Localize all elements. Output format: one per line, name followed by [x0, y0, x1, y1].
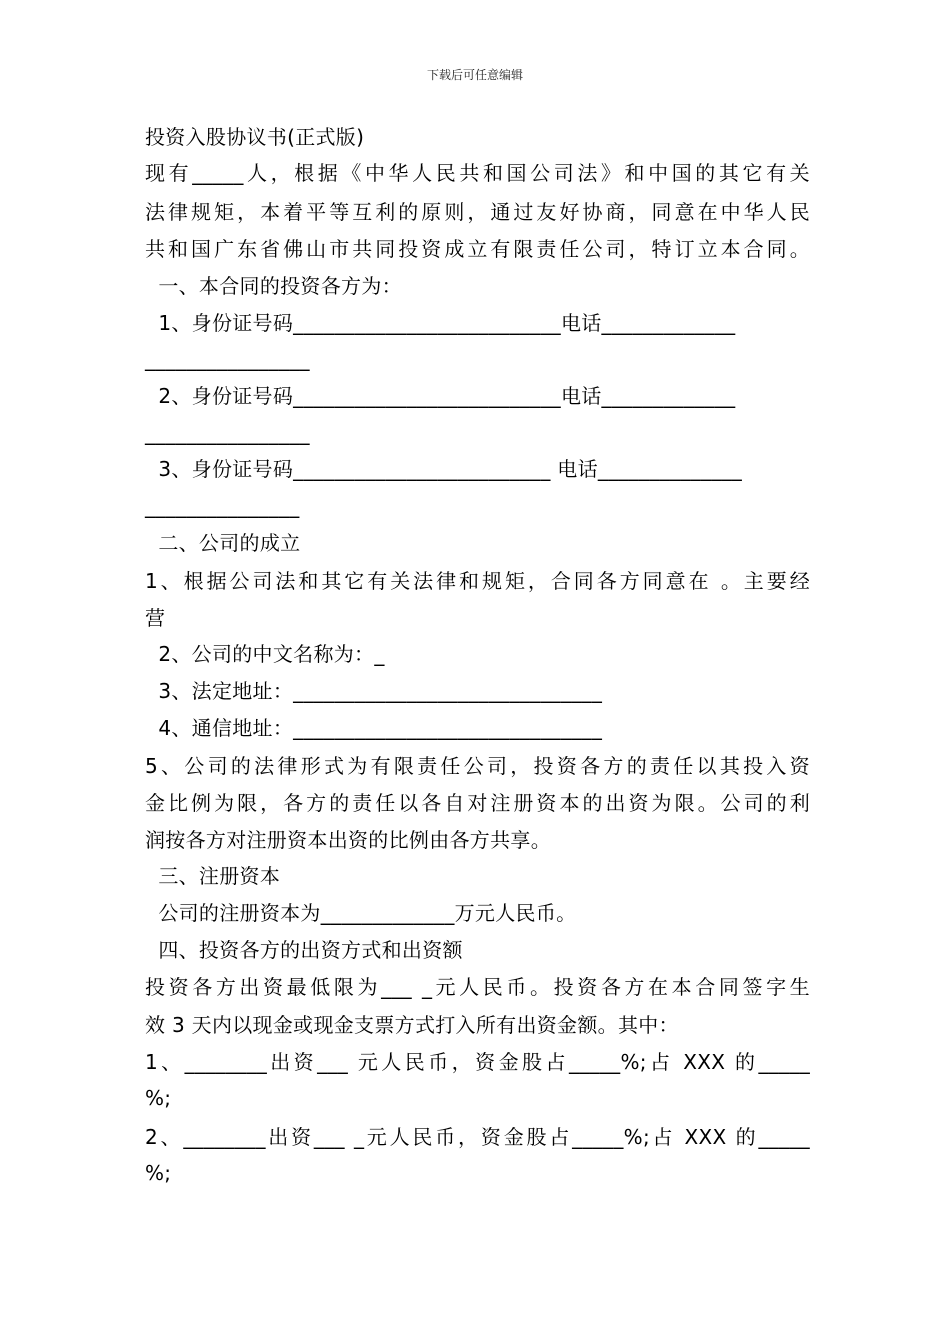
section-heading: 二、公司的成立 [145, 531, 301, 555]
doc-line: %; [145, 1086, 172, 1110]
doc-line: 1、身份证号码__________________________电话_____________ [145, 311, 736, 335]
doc-line: 法律规矩，本着平等互利的原则，通过友好协商，同意在中华人民 [145, 200, 810, 224]
doc-line: ________________ [145, 347, 310, 371]
doc-line: 2、________出资___ _元人民币，资金股占_____%;占 XXX 的_____ [145, 1125, 810, 1149]
doc-line: 2、公司的中文名称为：_ [145, 642, 385, 666]
doc-line: 公司的注册资本为_____________万元人民币。 [145, 901, 577, 925]
doc-line: 润按各方对注册资本出资的比例由各方共享。 [145, 828, 551, 852]
section-heading: 一、本合同的投资各方为： [145, 274, 402, 298]
doc-title: 投资入股协议书(正式版) [145, 125, 365, 149]
doc-line: 共和国广东省佛山市共同投资成立有限责任公司，特订立本合同。 [145, 237, 810, 261]
doc-line: 2、身份证号码__________________________电话_____________ [145, 384, 736, 408]
doc-line: 投资各方出资最低限为___ _元人民币。投资各方在本合同签字生 [145, 975, 810, 999]
doc-line: 3、身份证号码_________________________ 电话______________ [145, 457, 743, 481]
doc-line: 1、根据公司法和其它有关法律和规矩，合同各方同意在 。主要经 [145, 569, 810, 593]
doc-line: 5、公司的法律形式为有限责任公司，投资各方的责任以其投入资 [145, 754, 810, 778]
section-heading: 三、注册资本 [145, 864, 281, 888]
doc-line: 1、________出资___ 元人民币，资金股占_____%;占 XXX 的_____ [145, 1050, 810, 1074]
doc-line: 3、法定地址：______________________________ [145, 679, 603, 703]
doc-line: ________________ [145, 421, 310, 445]
doc-line: 4、通信地址：______________________________ [145, 716, 603, 740]
page-header: 下载后可任意编辑 [426, 68, 523, 82]
section-heading: 四、投资各方的出资方式和出资额 [145, 938, 463, 962]
doc-line: _______________ [145, 494, 300, 518]
doc-line: %; [145, 1161, 172, 1185]
doc-line: 营 [145, 606, 166, 630]
doc-line: 现有_____人，根据《中华人民共和国公司法》和中国的其它有关 [145, 161, 810, 185]
doc-line: 效 3 天内以现金或现金支票方式打入所有出资金额。其中： [145, 1013, 679, 1037]
doc-line: 金比例为限，各方的责任以各自对注册资本的出资为限。公司的利 [145, 791, 810, 815]
